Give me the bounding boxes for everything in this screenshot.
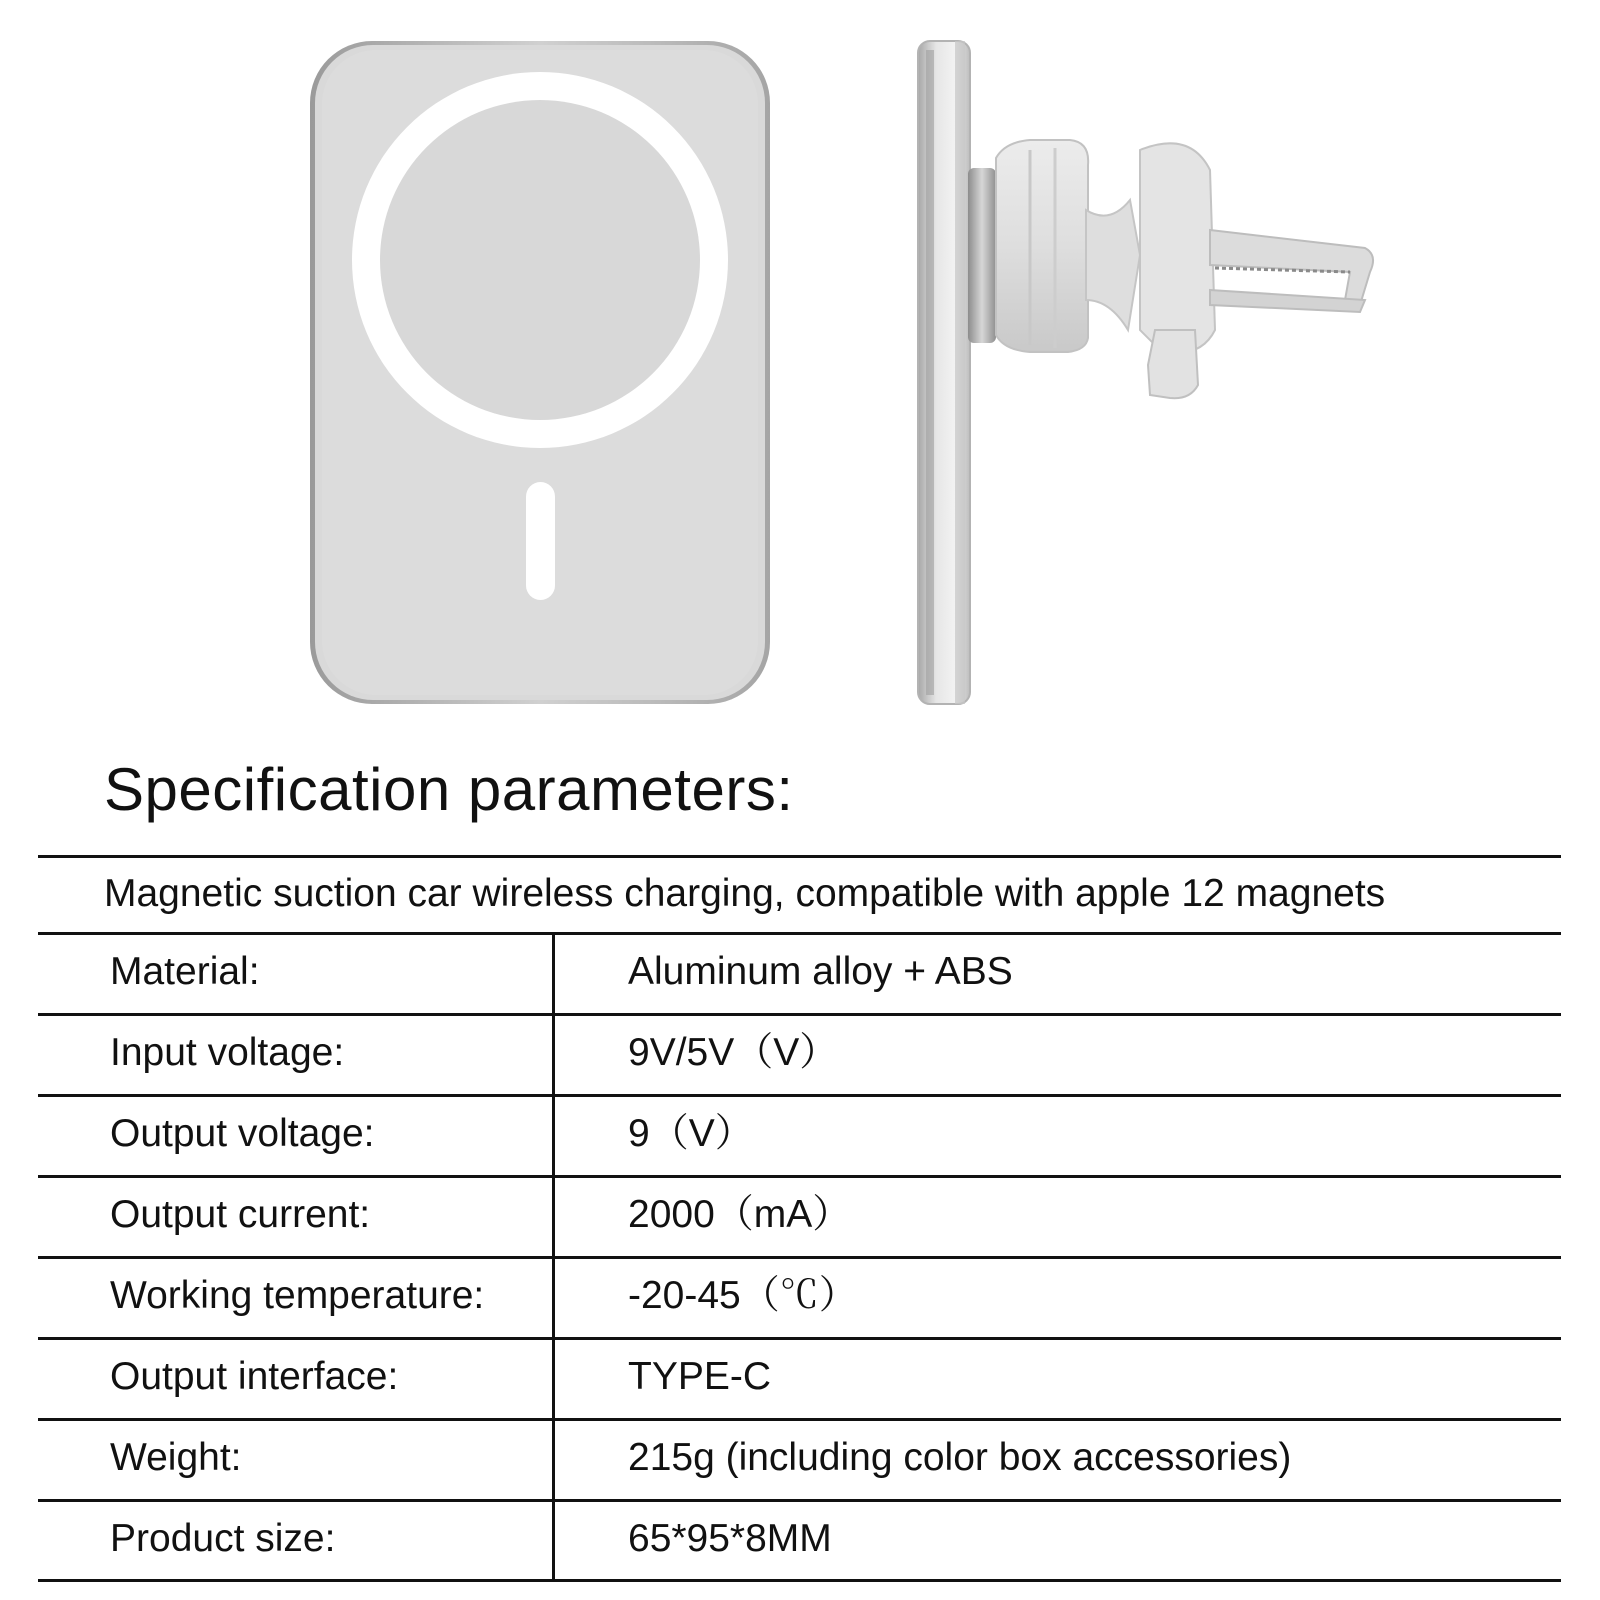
spec-value: Aluminum alloy + ABS <box>628 950 1013 993</box>
charger-illustration <box>0 0 1600 720</box>
spec-value: -20-45（℃） <box>628 1274 858 1317</box>
product-images <box>0 0 1600 720</box>
spec-label: Output current: <box>110 1193 371 1236</box>
spec-title: Specification parameters: <box>104 756 794 823</box>
spec-subtitle-row <box>38 855 1561 935</box>
spec-row-input-voltage <box>38 1016 1561 1097</box>
spec-row-output-voltage <box>38 1097 1561 1178</box>
spec-value: 215g (including color box accessories) <box>628 1436 1292 1479</box>
spec-value: 9（V） <box>628 1112 754 1155</box>
spec-row-product-size <box>38 1502 1561 1582</box>
spec-label: Weight: <box>110 1436 242 1479</box>
spec-value: 65*95*8MM <box>628 1517 832 1560</box>
spec-label: Output voltage: <box>110 1112 375 1155</box>
indicator-light-icon <box>526 482 555 600</box>
spec-subtitle: Magnetic suction car wireless charging, compatible with apple 12 magnets <box>104 872 1386 915</box>
spec-value: 9V/5V（V） <box>628 1031 839 1074</box>
spec-label: Working temperature: <box>110 1274 485 1317</box>
spec-row-working-temperature <box>38 1259 1561 1340</box>
spec-label: Output interface: <box>110 1355 399 1398</box>
spec-row-output-current <box>38 1178 1561 1259</box>
spec-row-material <box>38 935 1561 1016</box>
spec-rows <box>38 935 1561 1582</box>
charger-side-view <box>918 41 1373 704</box>
spec-row-weight <box>38 1421 1561 1502</box>
spec-label: Product size: <box>110 1517 336 1560</box>
spec-row-output-interface <box>38 1340 1561 1421</box>
charger-front-view <box>310 41 770 704</box>
spec-label: Input voltage: <box>110 1031 345 1074</box>
spec-value: TYPE-C <box>628 1355 772 1398</box>
spec-value: 2000（mA） <box>628 1193 852 1236</box>
spec-label: Material: <box>110 950 260 993</box>
spec-table <box>38 855 1561 1582</box>
